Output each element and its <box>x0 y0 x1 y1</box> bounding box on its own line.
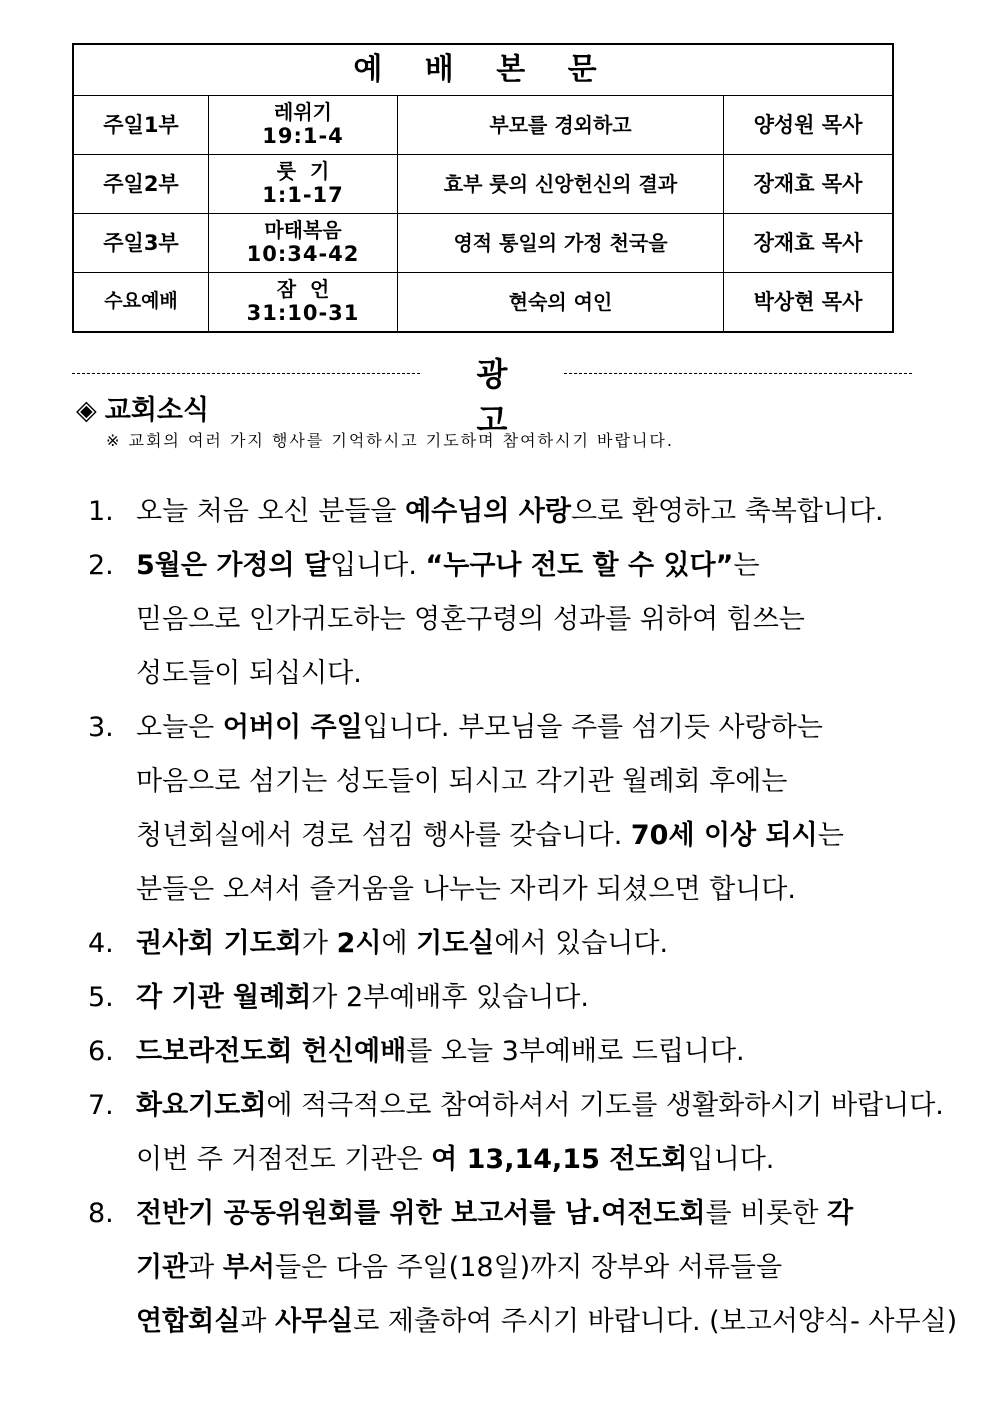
announcement-list <box>88 485 958 1349</box>
text-segment: 성도들이 되십시다. <box>136 658 362 689</box>
text-segment: 는 <box>817 820 844 851</box>
scripture-cell <box>209 273 398 333</box>
text-segment: 믿음으로 인가귀도하는 영혼구령의 성과를 위하여 힘쓰는 <box>136 604 805 635</box>
emphasis-text: 70세 이상 되시 <box>630 820 818 851</box>
list-item-line <box>88 593 928 647</box>
scripture-book: 잠 언 <box>276 277 330 302</box>
scripture-ref: 1:1-17 <box>262 183 344 208</box>
divider <box>72 373 420 374</box>
list-item-line <box>88 1133 928 1187</box>
text-segment: 로 제출하여 주시기 바랍니다. (보고서양식- 사무실) <box>353 1306 958 1337</box>
list-item-number: 5. <box>88 982 114 1013</box>
scripture-ref: 10:34-42 <box>246 242 360 267</box>
service-name: 주일3부 <box>73 214 209 273</box>
emphasis-text: 사무실 <box>275 1306 354 1337</box>
list-item <box>88 1079 944 1187</box>
text-segment: 과 <box>240 1306 275 1337</box>
list-item-number: 8. <box>88 1198 114 1229</box>
preacher: 양성원 목사 <box>724 96 894 155</box>
section-note: ※ 교회의 여러 가지 행사를 기억하시고 기도하며 참여하시기 바랍니다. <box>106 431 674 450</box>
text-segment: 청년회실에서 경로 섬김 행사를 갖습니다. <box>136 820 631 851</box>
list-item-line <box>88 1295 958 1349</box>
text-segment: 오늘 처음 오신 분들을 <box>136 496 406 527</box>
text-segment: 입니다. 부모님을 주를 섬기듯 사랑하는 <box>362 712 823 743</box>
scripture-book: 룻 기 <box>276 159 330 184</box>
section-title <box>76 388 209 427</box>
divider <box>564 373 912 374</box>
text-segment: 를 오늘 3부예배로 드립니다. <box>406 1036 745 1067</box>
sermon-title: 현숙의 여인 <box>398 273 724 333</box>
emphasis-text: 2시 <box>336 928 382 959</box>
list-item-line <box>88 917 928 971</box>
text-segment: 에 적극적으로 참여하셔서 기도를 생활화하시기 바랍니다. <box>266 1090 944 1121</box>
text-segment: 를 비롯한 <box>705 1198 827 1229</box>
sermon-table <box>72 43 894 333</box>
announcements-title: 광 고 <box>476 355 538 439</box>
scripture-book: 마태복음 <box>264 218 342 243</box>
scripture-ref: 19:1-4 <box>262 124 344 149</box>
sermon-title: 영적 통일의 가정 천국을 <box>398 214 724 273</box>
preacher: 박상현 목사 <box>724 273 894 333</box>
table-row <box>73 155 893 214</box>
emphasis-text: “누구나 전도 할 수 있다” <box>425 550 734 581</box>
text-segment: 마음으로 섬기는 성도들이 되시고 각기관 월례회 후에는 <box>136 766 788 797</box>
emphasis-text: 각 기관 월례회 <box>136 982 312 1013</box>
sermon-table-title: 예 배 본 문 <box>73 44 893 96</box>
list-item <box>88 917 928 971</box>
list-item-number: 7. <box>88 1090 114 1121</box>
list-item <box>88 485 928 539</box>
emphasis-text: 기관 <box>136 1252 189 1283</box>
text-segment: 가 <box>301 928 337 959</box>
emphasis-text: 여 13,14,15 전도회 <box>431 1144 688 1175</box>
emphasis-text: 부서 <box>222 1252 276 1283</box>
table-row <box>73 96 893 155</box>
emphasis-text: 각 <box>827 1198 854 1229</box>
list-item-line <box>88 485 928 539</box>
section-title-text: 교회소식 <box>104 395 210 426</box>
list-item-line <box>88 971 928 1025</box>
list-item <box>88 1187 958 1349</box>
scripture-cell <box>209 214 398 273</box>
text-segment: 입니다. <box>330 550 426 581</box>
emphasis-text: 드보라전도회 헌신예배 <box>136 1036 407 1067</box>
preacher: 장재효 목사 <box>724 214 894 273</box>
list-item-line <box>88 701 928 755</box>
sermon-title: 효부 룻의 신앙헌신의 결과 <box>398 155 724 214</box>
table-row <box>73 273 893 333</box>
text-segment: 입니다. <box>687 1144 775 1175</box>
text-segment: 과 <box>188 1252 223 1283</box>
list-item-line <box>88 647 928 701</box>
table-row <box>73 214 893 273</box>
emphasis-text: 5월은 가정의 달 <box>136 550 331 581</box>
list-item-number: 3. <box>88 712 114 743</box>
emphasis-text: 기도실 <box>416 928 495 959</box>
service-name: 주일1부 <box>73 96 209 155</box>
text-segment: 오늘은 <box>136 712 223 743</box>
text-segment: 는 <box>733 550 760 581</box>
preacher: 장재효 목사 <box>724 155 894 214</box>
scripture-cell <box>209 155 398 214</box>
list-item-line <box>88 1187 928 1241</box>
scripture-book: 레위기 <box>274 100 332 125</box>
list-item <box>88 971 928 1025</box>
list-item <box>88 1025 928 1079</box>
text-segment: 들은 다음 주일(18일)까지 장부와 서류들을 <box>275 1252 783 1283</box>
emphasis-text: 예수님의 사랑 <box>405 496 571 527</box>
list-item-line <box>88 863 928 917</box>
list-item-number: 2. <box>88 550 114 581</box>
list-item-line <box>88 1241 928 1295</box>
emphasis-text: 권사회 기도회 <box>136 928 302 959</box>
emphasis-text: 어버이 주일 <box>222 712 363 743</box>
text-segment: 으로 환영하고 축복합니다. <box>570 496 884 527</box>
emphasis-text: 화요기도회 <box>136 1090 267 1121</box>
list-item-line <box>88 1079 944 1133</box>
scripture-ref: 31:10-31 <box>246 301 360 326</box>
list-item-number: 6. <box>88 1036 114 1067</box>
list-item-number: 4. <box>88 928 114 959</box>
list-item-line <box>88 755 928 809</box>
list-item-line <box>88 1025 928 1079</box>
service-name: 수요예배 <box>73 273 209 333</box>
list-item <box>88 701 928 917</box>
diamond-bullet-icon: ◈ <box>76 395 97 426</box>
scripture-cell <box>209 96 398 155</box>
list-item-line <box>88 809 928 863</box>
list-item-number: 1. <box>88 496 114 527</box>
text-segment: 에 <box>381 928 417 959</box>
text-segment: 이번 주 거점전도 기관은 <box>136 1144 432 1175</box>
text-segment: 분들은 오셔서 즐거움을 나누는 자리가 되셨으면 합니다. <box>136 874 796 905</box>
list-item-line <box>88 539 928 593</box>
emphasis-text: 전반기 공동위원회를 위한 보고서를 남.여전도회 <box>136 1198 706 1229</box>
emphasis-text: 연합회실 <box>136 1306 241 1337</box>
text-segment: 가 2부예배후 있습니다. <box>311 982 589 1013</box>
service-name: 주일2부 <box>73 155 209 214</box>
sermon-title: 부모를 경외하고 <box>398 96 724 155</box>
list-item <box>88 539 928 701</box>
text-segment: 에서 있습니다. <box>494 928 669 959</box>
